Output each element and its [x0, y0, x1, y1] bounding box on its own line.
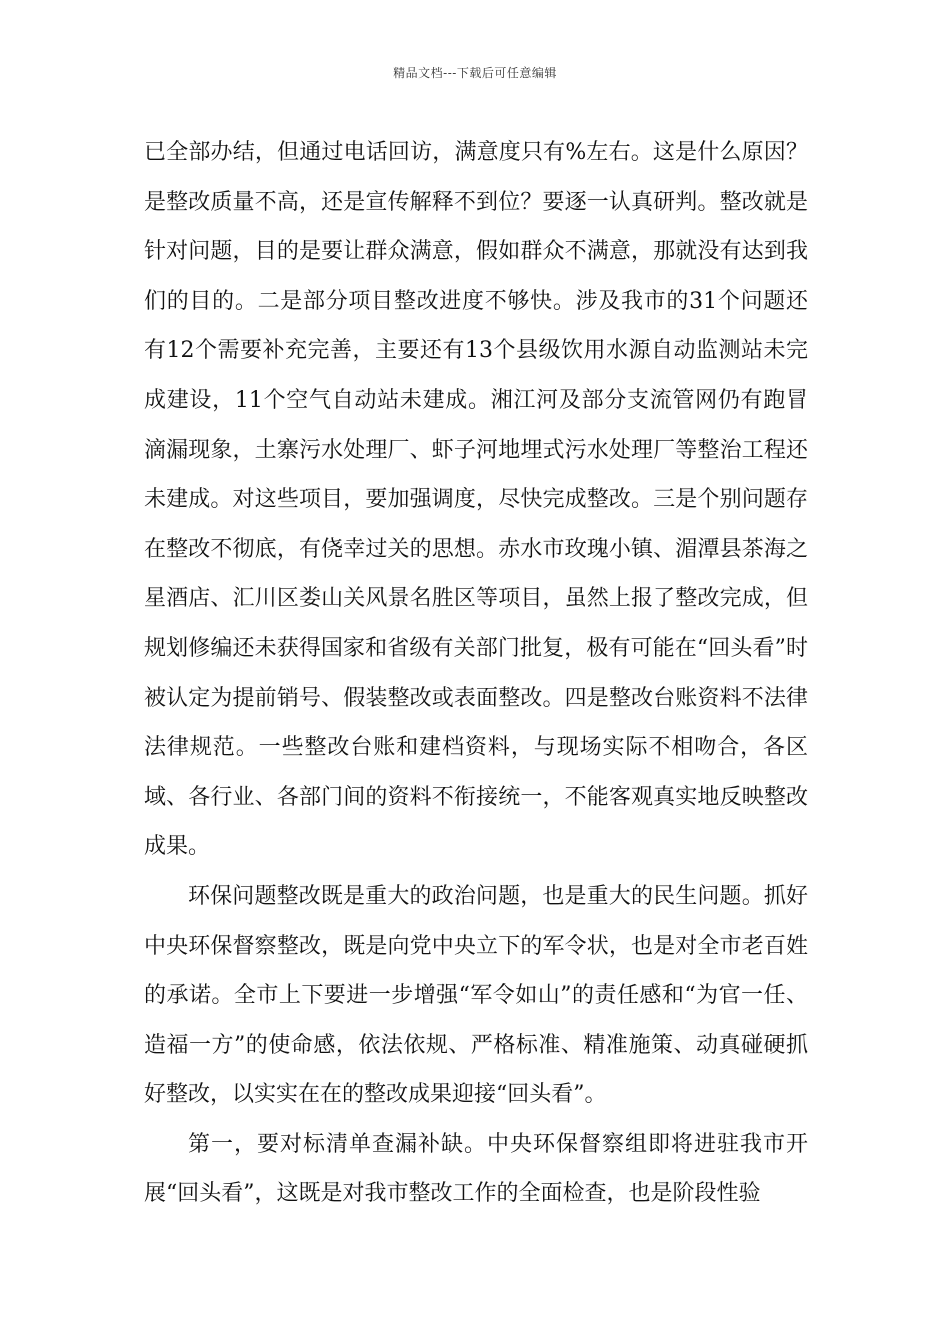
paragraph: 第一，要对标清单查漏补缺。中央环保督察组即将进驻我市开展“回头看”，这既是对我市整改工作的全面检查，也是阶段性验: [144, 1131, 808, 1207]
document-body: [144, 128, 808, 1219]
page-header: 精品文档---下载后可任意编辑: [393, 66, 557, 80]
paragraph: 环保问题整改既是重大的政治问题，也是重大的民生问题。抓好中央环保督察整改，既是向党中央立下的军令状，也是对全市老百姓的承诺。全市上下要进一步增强“军令如山”的责任感和“为官一任、造福一方”的使命感，依法依规、严格标准、精准施策、动真碰硬抓好整改，以实实在在的整改成果迎接“回头看”。: [144, 883, 808, 1108]
paragraph-continued: 已全部办结，但通过电话回访，满意度只有%左右。这是什么原因？是整改质量不高，还是宣传解释不到位？要逐一认真研判。整改就是针对问题，目的是要让群众满意，假如群众不满意，那就没有达到我们的目的。二是部分项目整改进度不够快。涉及我市的31个问题还有12个需要补充完善，主要还有13个县级饮用水源自动监测站未完成建设，11个空气自动站未建成。湘江河及部分支流管网仍有跑冒滴漏现象，土寨污水处理厂、虾子河地埋式污水处理厂等整治工程还未建成。对这些项目，要加强调度，尽快完成整改。三是个别问题存在整改不彻底，有侥幸过关的思想。赤水市玫瑰小镇、湄潭县茶海之星酒店、汇川区娄山关风景名胜区等项目，虽然上报了整改完成，但规划修编还未获得国家和省级有关部门批复，极有可能在“回头看”时被认定为提前销号、假装整改或表面整改。四是整改台账资料不法律法律规范。一些整改台账和建档资料，与现场实际不相吻合，各区域、各行业、各部门间的资料不衔接统一，不能客观真实地反映整改成果。: [144, 140, 808, 860]
